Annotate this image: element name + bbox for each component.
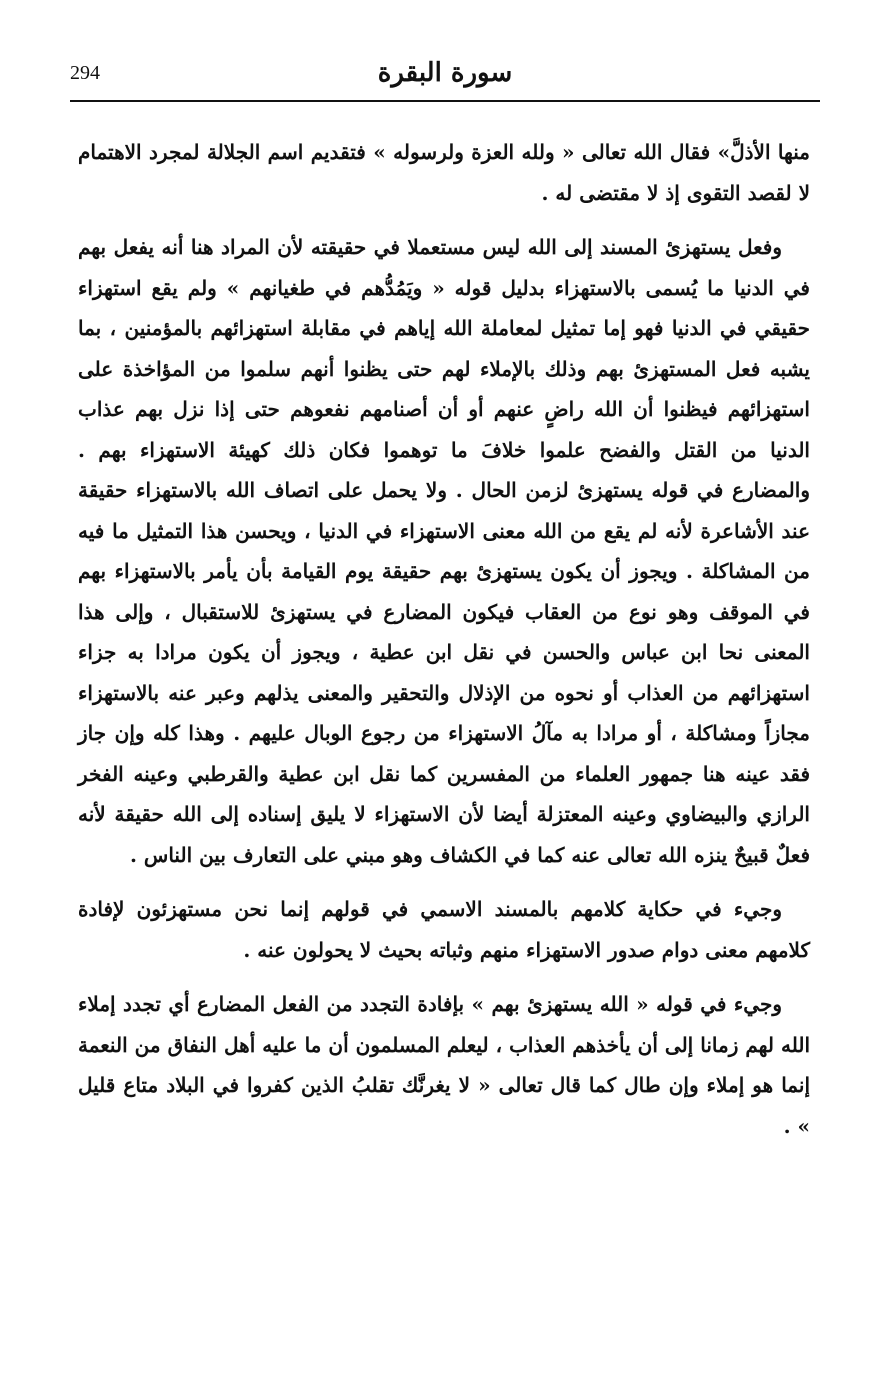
- paragraph-3: وجيء في حكاية كلامهم بالمسند الاسمي في قولهم إنما نحن مستهزئون لإفادة كلامهم معنى دوام صدور الاستهزاء منهم وثباته بحيث لا يحولون عنه .: [78, 897, 810, 962]
- paragraph-1: منها الأذلَّ» فقال الله تعالى « ولله العزة ولرسوله » فتقديم اسم الجلالة لمجرد الاهتمام لا لقصد التقوى إذ لا مقتضى له .: [78, 140, 810, 205]
- paragraph-2: وفعل يستهزئ المسند إلى الله ليس مستعملا في حقيقته لأن المراد هنا أنه يفعل بهم في الدنيا ما يُسمى بالاستهزاء بدليل قوله « ويَمُدُّهم في طغيانهم » ولم يقع استهزاء حقيقي في الدنيا فهو إما تمثيل لمعاملة الله إياهم في مقابلة استهزائهم بالمؤمنين ، بما يشبه فعل المستهزئ بهم وذلك بالإملاء لهم حتى يظنوا أنهم سلموا من المؤاخذة على استهزائهم فيظنوا أن الله راضٍ عنهم أو أن أصنامهم نفعوهم حتى إذا نزل بهم عذاب الدنيا من القتل والفضح علموا خلافَ ما توهموا فكان ذلك كهيئة الاستهزاء بهم . والمضارع في قوله يستهزئ لزمن الحال . ولا يحمل على اتصاف الله بالاستهزاء حقيقة عند الأشاعرة لأنه لم يقع من الله معنى الاستهزاء في الدنيا ، ويحسن هذا التمثيل ما فيه من المشاكلة . ويجوز أن يكون يستهزئ بهم حقيقة يوم القيامة بأن يأمر بالاستهزاء بهم في الموقف وهو نوع من العقاب فيكون المضارع في يستهزئ للاستقبال ، وإلى هذا المعنى نحا ابن عباس والحسن في نقل ابن عطية ، ويجوز أن يكون مرادا به جزاء استهزائهم من العذاب أو نحوه من الإذلال والتحقير والمعنى يذلهم وعبر عنه بالاستهزاء مجازاً ومشاكلة ، أو مرادا به مآلُ الاستهزاء من رجوع الوبال عليهم . وهذا كله وإن جاز فقد عينه هنا جمهور العلماء من المفسرين كما نقل ابن عطية والقرطبي وعينه الفخر الرازي والبيضاوي وعينه المعتزلة أيضا لأن الاستهزاء لا يليق إسناده إلى الله حقيقة لأنه فعلٌ قبيحٌ ينزه الله تعالى عنه كما في الكشاف وهو مبني على التعارف بين الناس .: [78, 235, 811, 867]
- paragraph-4: وجيء في قوله « الله يستهزئ بهم » بإفادة التجدد من الفعل المضارع أي تجدد إملاء الله لهم زمانا إلى أن يأخذهم العذاب ، ليعلم المسلمون أن ما عليه أهل النفاق من النعمة إنما هو إملاء وإن طال كما قال تعالى « لا يغرنَّك تقلبُ الذين كفروا في البلاد متاع قليل » .: [78, 992, 810, 1138]
- body-text: [78, 132, 810, 1160]
- page-header: [70, 56, 820, 96]
- page-number: 294: [70, 62, 100, 84]
- running-title: سورة البقرة: [377, 58, 513, 88]
- header-rule: [70, 100, 820, 102]
